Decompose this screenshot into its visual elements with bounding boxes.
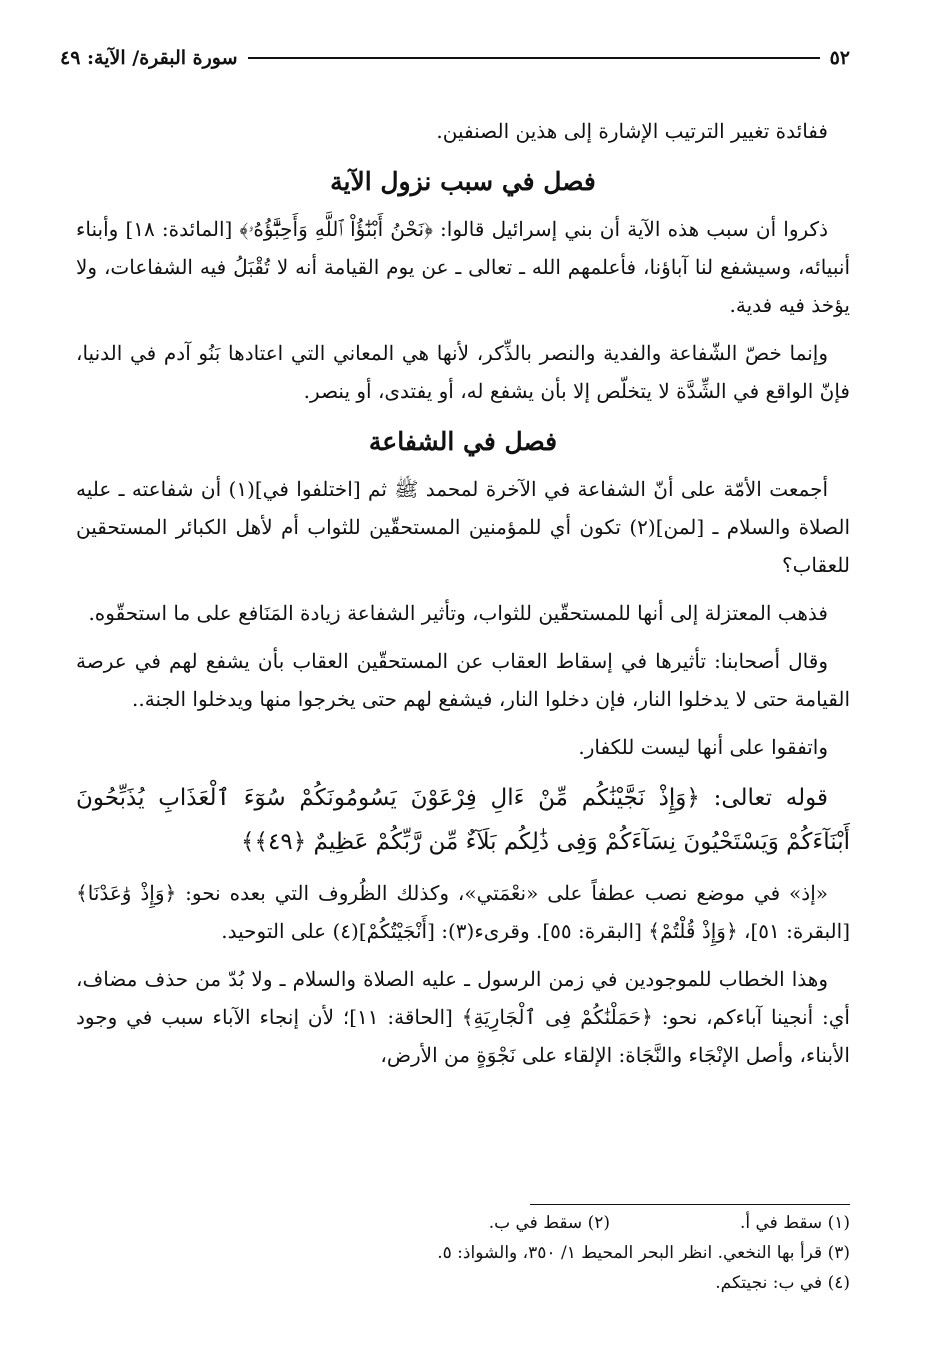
paragraph-intercession-reason: وإنما خصّ الشّفاعة والفدية والنصر بالذِّكر، لأنها هي المعاني التي اعتادها بَنُو آدم في الدنيا، فإنّ الواقع في الشِّدَّة لا يتخلّص إلا بأن يشفع له، أو يفتدى، أو ينصر. [76, 341, 850, 403]
paragraph-address: وهذا الخطاب للموجودين في زمن الرسول ـ عليه الصلاة والسلام ـ ولا بُدّ من حذف مضاف، أي: أنجينا آباءكم، نحو: ﴿حَمَلْنَٰكُمْ فِى ٱلْجَارِيَةِ﴾ [الحاقة: ١١]؛ لأن إنجاء الآباء سبب في وجود الأبناء، وأصل الإنْجَاء والنَّجَاة: الإلقاء على نَجْوَةٍ من الأرض، [76, 967, 850, 1067]
section-heading-intercession: فصل في الشفاعة [368, 427, 558, 456]
paragraph-agreement: واتفقوا على أنها ليست للكفار. [578, 735, 828, 759]
paragraph-grammar: «إذ» في موضع نصب عطفاً على «نعْمَتي»، وكذلك الظُروف التي بعده نحو: ﴿وَإِذْ وَٰعَدْنَا﴾ [البقرة: ٥١]، ﴿وَإِذْ قُلْتُمْ﴾ [البقرة: ٥٥]. وقرىء(٣): [أَنْجَيْتُكُمْ](٤) على التوحيد. [76, 881, 850, 943]
header-rule [248, 57, 820, 59]
paragraph-revelation: ذكروا أن سبب هذه الآية أن بني إسرائيل قالوا: ﴿نَحْنُ أَبْنَٰٓؤُاْ ٱللَّهِ وَأَحِبَّٰٓؤُهُۥ﴾ [المائدة: ١٨] وأبناء أنبيائه، وسيشفع لنا آباؤنا، فأعلمهم الله ـ تعالى ـ عن يوم القيامة أنه لا تُقْبَلُ فيه الشفاعات، ولا يؤخذ فيه فدية. [76, 217, 850, 317]
paragraph-consensus: أجمعت الأمّة على أنّ الشفاعة في الآخرة لمحمد ﷺ ثم [اختلفوا في](١) أن شفاعته ـ عليه الصلاة والسلام ـ [لمن](٢) تكون أي للمؤمنين المستحقّين للثواب أم لأهل الكبائر المستحقين للعقاب؟ [76, 477, 850, 577]
footnotes [76, 1208, 850, 1298]
footnote-1: (١) سقط في أ. [739, 1213, 850, 1233]
paragraph-companions: وقال أصحابنا: تأثيرها في إسقاط العقاب عن المستحقّين العقاب بأن يشفع لهم في عرصة القيامة حتى لا يدخلوا النار، فإن دخلوا النار، فيشفع لهم حتى يخرجوا منها ويدخلوا الجنة.. [76, 649, 850, 711]
running-title: سورة البقرة/ الآية: ٤٩ [60, 47, 238, 69]
page-body [76, 112, 850, 1084]
footnote-row-1 [76, 1208, 850, 1238]
paragraph-intro: ففائدة تغيير الترتيب الإشارة إلى هذين الصنفين. [436, 119, 828, 143]
page-header [60, 42, 850, 74]
verse-quote: قوله تعالى: ﴿وَإِذْ نَجَّيْنَٰكُم مِّنْ ءَالِ فِرْعَوْنَ يَسُومُونَكُمْ سُوٓءَ ٱلْعَذَابِ يُذَبِّحُونَ أَبْنَآءَكُمْ وَيَسْتَحْيُونَ نِسَآءَكُمْ وَفِى ذَٰلِكُم بَلَآءٌ مِّن رَّبِّكُمْ عَظِيمٌ ﴿٤٩﴾﴾ [76, 785, 850, 855]
footnote-2: (٢) سقط في ب. [488, 1213, 610, 1233]
footnote-4: (٤) في ب: نجيتكم. [715, 1273, 850, 1293]
section-heading-revelation: فصل في سبب نزول الآية [330, 167, 596, 196]
footnote-3: (٣) قرأ بها النخعي. انظر البحر المحيط ١/ ٣٥٠، والشواذ: ٥. [437, 1243, 850, 1263]
paragraph-mutazila: فذهب المعتزلة إلى أنها للمستحقّين للثواب، وتأثير الشفاعة زيادة المَنَافع على ما استحقّوه. [88, 601, 828, 625]
footnote-separator [530, 1204, 850, 1205]
page-number: ٥٢ [829, 47, 850, 69]
